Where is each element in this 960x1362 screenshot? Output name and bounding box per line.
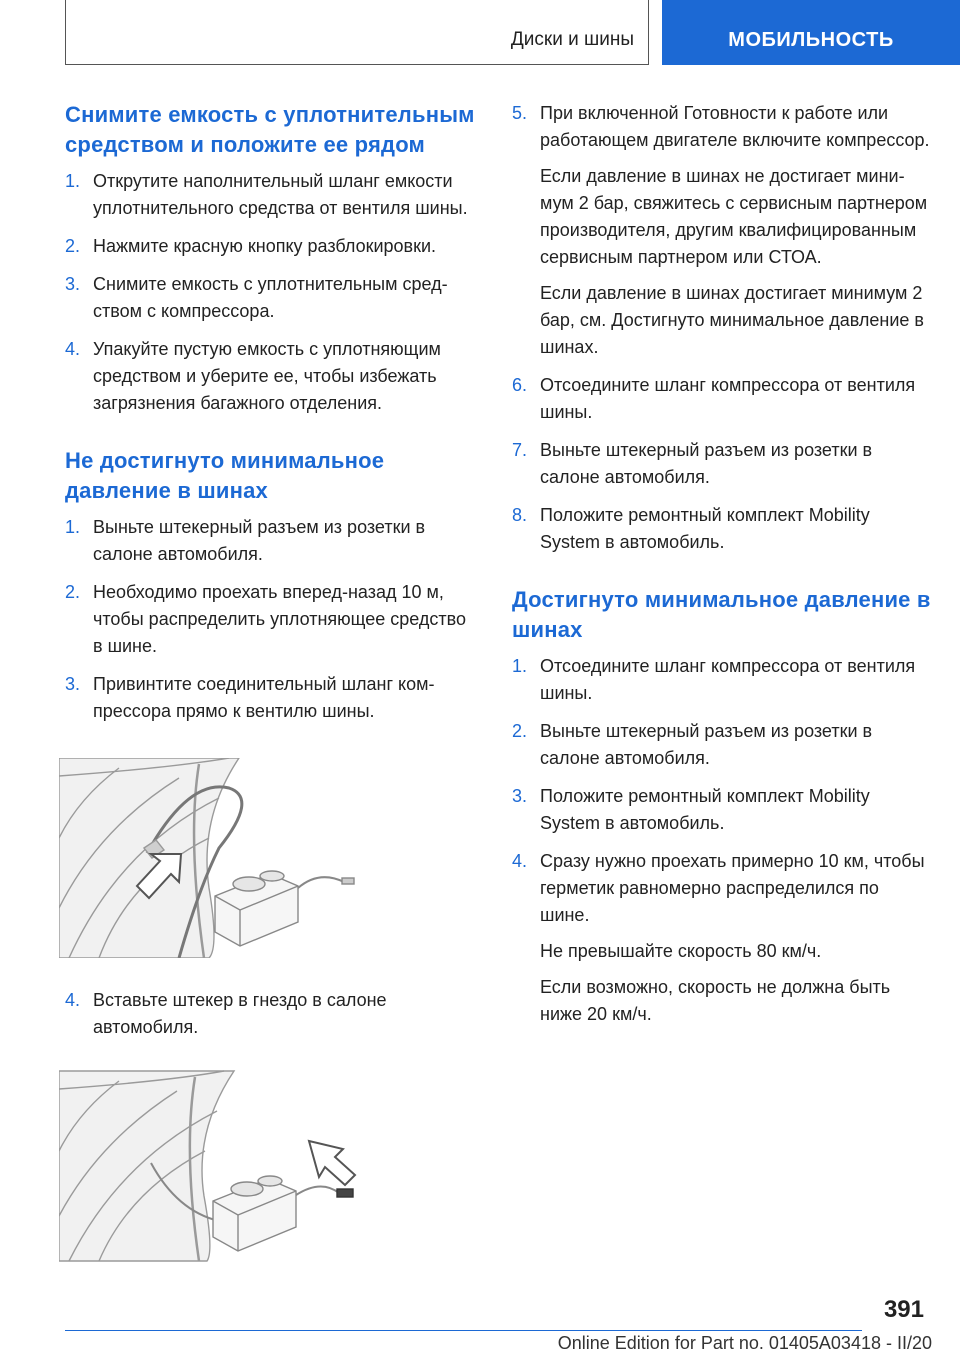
list-item [65,168,477,222]
step-number: 3. [65,274,81,294]
step-paragraph: Положите ремонтный комплект Mobility System в автомобиль. [540,786,870,833]
step-text: Снимите емкость с уплотнительным средством с компрессора. [93,274,448,321]
step-paragraph: Положите ремонтный комплект Mobility System в автомобиль. [540,505,870,552]
list-item [65,233,477,260]
step-number: 1. [512,656,528,676]
page-number: 391 [883,1296,924,1323]
header-section-label: Диски и шины [510,29,634,50]
step-number: 2. [65,582,81,602]
step-paragraph: Если возможно, скорость не должна быть ниже 20 км/ч. [540,977,891,1024]
step-text [540,502,932,556]
section-heading-pressure-not-reached: Не достигнуто минимальное давление в шинах [65,448,385,503]
step-number: 1. [65,517,81,537]
list-item [512,848,932,1028]
step-text: Открутите наполнительный шланг емкости уплотнительного средства от вентиля шины. [93,171,468,218]
step-number: 5. [512,103,528,123]
footer-divider [65,1330,862,1331]
step-text [540,372,932,426]
list-item [512,718,932,772]
step-text: Необходимо проехать вперед-назад 10 м, чтобы распределить уплотняющее средство в шине. [93,582,467,656]
step-number: 6. [512,375,528,395]
header-section-tab[interactable] [65,0,649,65]
step-number: 3. [512,786,528,806]
step-number: 7. [512,440,528,460]
list-item [65,336,477,417]
edition-note: Online Edition for Part no. 01405A03418 - II/20 [557,1333,932,1353]
list-item [65,514,477,568]
list-item [512,783,932,837]
step-list-continued [512,100,932,556]
step-paragraph: Если давление в шинах не достигает минимум 2 бар, свяжитесь с сервисным партнером производителя, другим квалифицированным сервисным партнером или СТОА. [540,166,928,267]
step-text: Нажмите красную кнопку разблокировки. [93,236,437,256]
section-heading-remove-container: Снимите емкость с уплотнительным средством и положите ее рядом [65,102,475,157]
step-text [540,718,932,772]
list-item [65,579,477,660]
step-paragraph: Отсоедините шланг компрессора от вентиля шины. [540,375,916,422]
step-text: Вставьте штекер в гнездо в салоне автомобиля. [93,990,387,1037]
section-heading-pressure-reached: Достигнуто минимальное давление в шинах [512,587,931,642]
list-item [65,987,477,1041]
step-text [540,653,932,707]
step-list-remove-container [65,168,477,417]
step-paragraph: Если давление в шинах достигает минимум 2 бар, см. Достигнуто минимальное давление в шинах. [540,283,924,357]
step-text [540,437,932,491]
step-list-pressure-reached [512,653,932,1028]
step-number: 1. [65,171,81,191]
list-item [512,502,932,556]
step-paragraph: Выньте штекерный разъем из розетки в салоне автомобиля. [540,440,873,487]
illustration-hose-to-valve [59,758,359,958]
step-text [540,100,932,361]
step-text: Упакуйте пустую емкость с уплотняющим средством и уберите ее, чтобы избежать загрязнения багажного отделения. [93,339,441,413]
step-list-plug-in [65,987,477,1041]
step-paragraph: Сразу нужно проехать примерно 10 км, чтобы герметик равномерно распределился по шине. [540,851,925,925]
list-item [512,653,932,707]
step-paragraph: Выньте штекерный разъем из розетки в салоне автомобиля. [540,721,873,768]
step-number: 4. [65,339,81,359]
step-number: 2. [512,721,528,741]
step-number: 3. [65,674,81,694]
step-number: 4. [512,851,528,871]
right-column [512,100,932,1039]
illustration-plug-socket [59,1066,359,1266]
list-item [512,100,932,361]
step-text: Выньте штекерный разъем из розетки в салоне автомобиля. [93,517,426,564]
step-paragraph: Отсоедините шланг компрессора от вентиля шины. [540,656,916,703]
step-paragraph: При включенной Готовности к работе или работающем двигателе включите компрессор. [540,103,930,150]
step-number: 4. [65,990,81,1010]
header-chapter-label: МОБИЛЬНОСТЬ [728,29,894,51]
step-number: 8. [512,505,528,525]
step-number: 2. [65,236,81,256]
step-list-pressure-not-reached [65,514,477,725]
step-text [540,783,932,837]
step-text: Привинтите соединительный шланг компрессора прямо к вентилю шины. [93,674,435,721]
list-item [512,437,932,491]
header-chapter-tab[interactable] [662,0,960,65]
step-paragraph: Не превышайте скорость 80 км/ч. [540,941,822,961]
list-item [65,271,477,325]
list-item [512,372,932,426]
step-text [540,848,932,1028]
list-item [65,671,477,725]
left-column [65,100,477,1295]
